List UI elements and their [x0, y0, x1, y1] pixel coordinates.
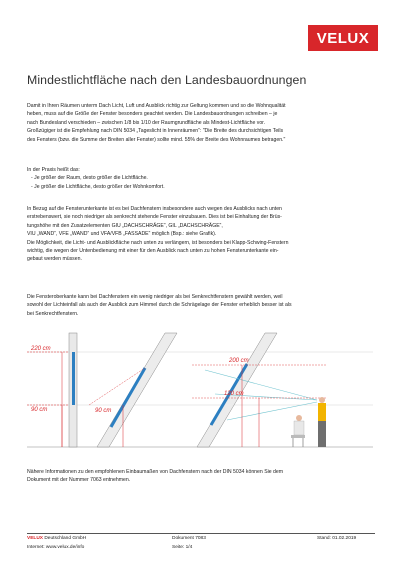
- text-line: bei Senkrechtfenstern.: [27, 310, 79, 317]
- paragraph-intro: [27, 102, 377, 144]
- list-item: - Je größer die Lichtfläche, desto größer der Wohnkomfort.: [31, 183, 165, 190]
- vertical-window: [72, 352, 75, 405]
- label-200: 200 cm: [229, 358, 249, 364]
- text-line: Die Fensteroberkante kann bei Dachfenstern ein wenig niedriger als bei Senkrechtfenstern gewählt werden, weil: [27, 294, 283, 300]
- text-line: nach Bundesland verschieden – zwischen 1/8 bis 1/10 der Raumgrundfläche als Mindest-Lichtfläche vor.: [27, 119, 266, 126]
- footer-brand: VELUX: [27, 536, 43, 541]
- footer-internet[interactable]: Internet: www.velux.de/info: [27, 545, 85, 550]
- paragraph-practice: [27, 166, 377, 191]
- label-220: 220 cm: [31, 346, 51, 352]
- text-line: VIU „WAND“, VFE „WAND“ und VFA/VFB „FASSADE“ möglich (Bsp.: siehe Grafik).: [27, 231, 217, 238]
- text-line: In Bezug auf die Fensterunterkante ist es bei Dachfenstern insbesondere auch wegen des Ausblicks nach unten: [27, 206, 282, 212]
- text-line: tungshöhe mit den Zusatzelementen GIU „DACHSCHRÄGE“, GIL „DACHSCHRÄGE“,: [27, 222, 223, 229]
- footer-date: Stand: 01.02.2019: [317, 536, 357, 541]
- text-line: Nähere Informationen zu den empfohlenen Einbaumaßen von Dachfenstern nach der DIN 5034 können Sie dem: [27, 469, 284, 475]
- roof-slope-2: [197, 333, 277, 447]
- text-line: Dokument mit der Nummer 7063 entnehmen.: [27, 477, 131, 484]
- person-sitting-head: [296, 415, 302, 421]
- footer-company: [27, 536, 86, 541]
- text-line: heben, muss auf die Größe der Fenster besonders geachtet werden. Die Landesbauordnungen schreiben – je: [27, 111, 278, 118]
- paragraph-more-info: [27, 468, 377, 485]
- footer-company-name: Deutschland GmbH: [43, 536, 87, 541]
- footer-divider: [27, 533, 375, 534]
- text-line: Großzügiger ist die Empfehlung nach DIN 5034 „Tageslicht in Innenräumen“: "Die Breite des durchsichtigen Teils: [27, 128, 284, 135]
- page-title: Mindestlichtfläche nach den Landesbauordnungen: [27, 73, 307, 87]
- person-sitting-body: [294, 421, 304, 435]
- sightline: [205, 370, 317, 400]
- chair: [291, 435, 305, 438]
- text-line: des Fensters (bzw. die Summe der Breiten aller Fenster) sollte mind. 55% der Breite des Wohnraumes betragen.": [27, 136, 286, 143]
- label-90-left: 90 cm: [31, 407, 48, 413]
- window-height-diagram: [27, 330, 373, 450]
- text-line: erstrebenswert, sie noch niedriger als senkrecht stehende Fenster einzubauen. Dies ist bei Einhaltung der Brüs-: [27, 214, 282, 221]
- sightline: [227, 402, 317, 420]
- text-line: sowohl der Lichteinfall als auch der Ausblick zum Himmel durch die Schrägelage der Fenster erheblich besser ist als: [27, 302, 292, 309]
- label-120: 120 cm: [224, 391, 244, 397]
- paragraph-window-top: [27, 293, 377, 318]
- velux-logo: VELUX: [308, 25, 378, 51]
- footer-page: Seite: 1/4: [172, 545, 193, 550]
- text-line: In der Praxis heißt das:: [27, 167, 80, 173]
- text-line: Die Möglichkeit, die Licht- und Ausblickfläche nach unten zu verlängern, ist besonders bei Klapp-Schwing-Fenstern: [27, 239, 289, 246]
- roof-slope-1: [97, 333, 177, 447]
- person-standing-body: [318, 403, 326, 421]
- footer-document: Dokument 7083: [172, 536, 206, 541]
- paragraph-window-bottom: [27, 205, 377, 264]
- person-standing-head: [319, 397, 325, 403]
- text-line: Damit in Ihren Räumen unterm Dach Licht, Luft und Ausblick richtig zur Geltung kommen und so die Wohnqualität: [27, 103, 286, 109]
- roof-window-1: [111, 368, 145, 427]
- text-line: wichtig, die wegen der Untenbedienung mit einer für den Ausblick nach unten zu hohen Fensterunterkante ein-: [27, 248, 279, 255]
- label-90-right: 90 cm: [95, 408, 112, 414]
- list-item: - Je größer der Raum, desto größer die Lichtfläche.: [31, 175, 148, 182]
- person-standing-legs: [318, 421, 326, 447]
- text-line: gebaut werden müssen.: [27, 256, 82, 263]
